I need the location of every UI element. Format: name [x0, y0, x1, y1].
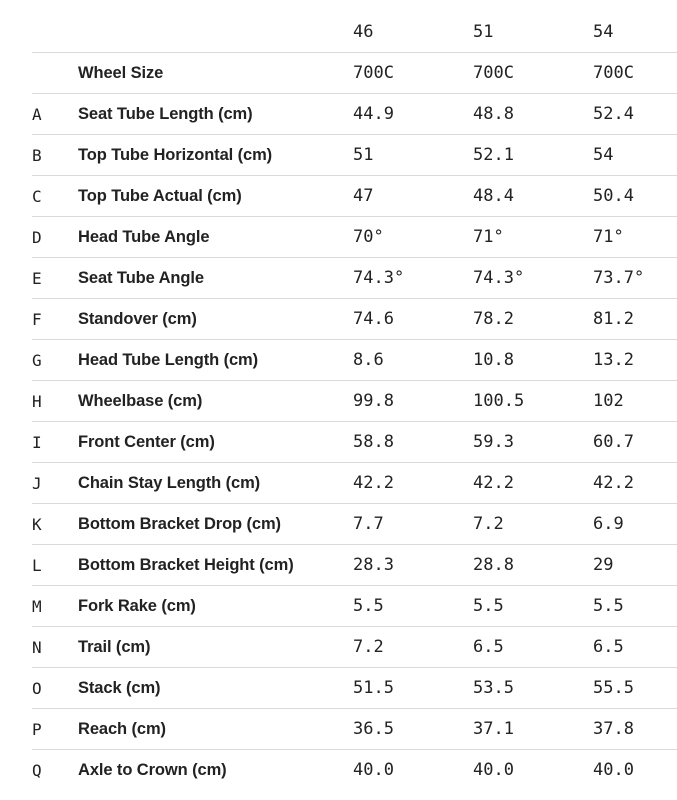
table-row [32, 545, 677, 586]
value-cell: 700C [473, 53, 593, 94]
table-row [32, 135, 677, 176]
row-label: Top Tube Actual (cm) [78, 176, 353, 217]
row-label: Trail (cm) [78, 627, 353, 668]
table-row [32, 422, 677, 463]
value-cell: 55.5 [593, 668, 677, 709]
value-cell: 37.1 [473, 709, 593, 750]
row-letter: A [32, 94, 78, 135]
value-cell: 99.8 [353, 381, 473, 422]
row-letter: O [32, 668, 78, 709]
row-label: Head Tube Angle [78, 217, 353, 258]
table-row [32, 217, 677, 258]
value-cell: 36.5 [353, 709, 473, 750]
geometry-table [32, 12, 677, 790]
value-cell: 7.2 [353, 627, 473, 668]
value-cell: 51 [353, 135, 473, 176]
value-cell: 54 [593, 135, 677, 176]
value-cell: 6.5 [473, 627, 593, 668]
row-label: Chain Stay Length (cm) [78, 463, 353, 504]
value-cell: 52.1 [473, 135, 593, 176]
value-cell: 42.2 [353, 463, 473, 504]
value-cell: 74.3° [353, 258, 473, 299]
row-label: Axle to Crown (cm) [78, 760, 227, 779]
value-cell: 42.2 [593, 463, 677, 504]
row-label: Wheelbase (cm) [78, 381, 353, 422]
row-label: Wheel Size [78, 53, 353, 94]
value-cell: 29 [593, 545, 677, 586]
table-row [32, 668, 677, 709]
value-cell: 5.5 [593, 586, 677, 627]
value-cell: 59.3 [473, 422, 593, 463]
value-cell: 51.5 [353, 668, 473, 709]
value-cell: 7.7 [353, 504, 473, 545]
table-row [32, 463, 677, 504]
value-cell: 71° [473, 217, 593, 258]
value-cell: 50.4 [593, 176, 677, 217]
row-letter: H [32, 381, 78, 422]
value-cell: 7.2 [473, 504, 593, 545]
value-cell: 40.0 [353, 760, 394, 780]
row-letter: M [32, 586, 78, 627]
row-letter: P [32, 709, 78, 750]
row-letter: F [32, 299, 78, 340]
row-label: Stack (cm) [78, 668, 353, 709]
row-label: Fork Rake (cm) [78, 586, 353, 627]
value-cell: 71° [593, 217, 677, 258]
header-row [32, 12, 677, 53]
row-letter: D [32, 217, 78, 258]
row-label: Reach (cm) [78, 709, 353, 750]
table-row [32, 176, 677, 217]
row-label: Top Tube Horizontal (cm) [78, 135, 353, 176]
value-cell: 53.5 [473, 668, 593, 709]
row-label: Standover (cm) [78, 299, 353, 340]
value-cell: 81.2 [593, 299, 677, 340]
table-row [32, 94, 677, 135]
row-letter: J [32, 463, 78, 504]
value-cell: 700C [353, 53, 473, 94]
row-letter: L [32, 545, 78, 586]
row-letter: Q [32, 760, 42, 780]
value-cell: 58.8 [353, 422, 473, 463]
value-cell: 102 [593, 381, 677, 422]
value-cell: 6.5 [593, 627, 677, 668]
value-cell: 28.3 [353, 545, 473, 586]
table-row [32, 299, 677, 340]
value-cell: 70° [353, 217, 473, 258]
header-letter-cell [32, 12, 78, 53]
row-label: Bottom Bracket Drop (cm) [78, 504, 353, 545]
value-cell: 48.8 [473, 94, 593, 135]
table-row [32, 53, 677, 94]
value-cell: 73.7° [593, 258, 677, 299]
value-cell: 78.2 [473, 299, 593, 340]
value-cell: 48.4 [473, 176, 593, 217]
value-cell: 5.5 [353, 586, 473, 627]
table-row [32, 258, 677, 299]
value-cell: 40.0 [473, 760, 514, 780]
value-cell: 40.0 [593, 760, 634, 780]
size-header: 51 [473, 12, 593, 53]
value-cell: 100.5 [473, 381, 593, 422]
row-letter: E [32, 258, 78, 299]
row-label: Head Tube Length (cm) [78, 340, 353, 381]
table-row [32, 627, 677, 668]
value-cell: 74.3° [473, 258, 593, 299]
row-letter: C [32, 176, 78, 217]
value-cell: 13.2 [593, 340, 677, 381]
row-letter: B [32, 135, 78, 176]
value-cell: 28.8 [473, 545, 593, 586]
table-row [32, 340, 677, 381]
value-cell: 74.6 [353, 299, 473, 340]
value-cell: 37.8 [593, 709, 677, 750]
row-label: Seat Tube Angle [78, 258, 353, 299]
value-cell: 700C [593, 53, 677, 94]
geometry-table-body [32, 53, 677, 791]
value-cell: 42.2 [473, 463, 593, 504]
value-cell: 60.7 [593, 422, 677, 463]
value-cell: 44.9 [353, 94, 473, 135]
table-row [32, 381, 677, 422]
row-label: Seat Tube Length (cm) [78, 94, 353, 135]
value-cell: 8.6 [353, 340, 473, 381]
value-cell: 5.5 [473, 586, 593, 627]
value-cell: 47 [353, 176, 473, 217]
size-header: 54 [593, 12, 677, 53]
row-letter: G [32, 340, 78, 381]
row-letter: I [32, 422, 78, 463]
header-name-cell [78, 12, 353, 53]
size-header: 46 [353, 12, 473, 53]
table-row [32, 586, 677, 627]
value-cell: 10.8 [473, 340, 593, 381]
row-letter: N [32, 627, 78, 668]
row-letter: K [32, 504, 78, 545]
table-row [32, 750, 677, 791]
value-cell: 52.4 [593, 94, 677, 135]
value-cell: 6.9 [593, 504, 677, 545]
row-label: Bottom Bracket Height (cm) [78, 545, 353, 586]
row-label: Front Center (cm) [78, 422, 353, 463]
table-row [32, 709, 677, 750]
row-letter [32, 53, 78, 94]
table-row [32, 504, 677, 545]
